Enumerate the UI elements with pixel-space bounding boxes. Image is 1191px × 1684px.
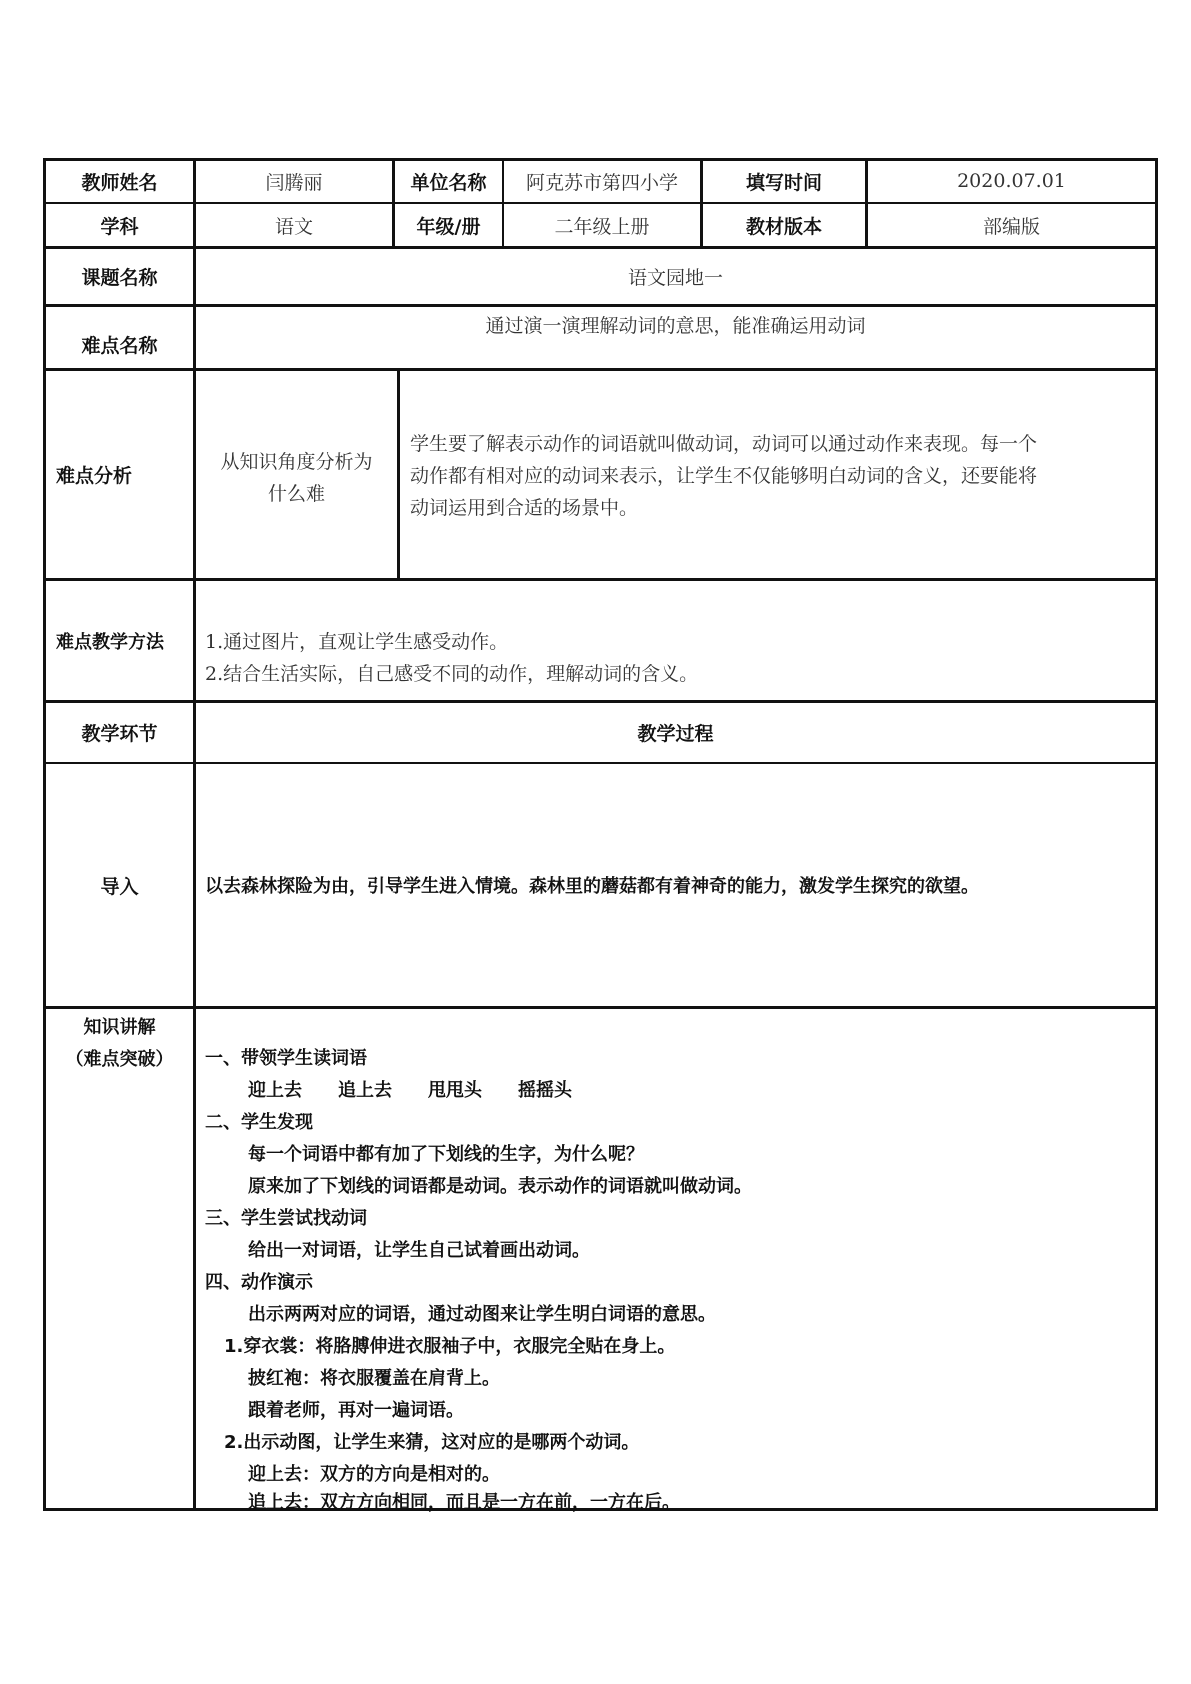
- knowledge-line: 2.出示动图，让学生来猜，这对应的是哪两个动词。: [224, 1432, 640, 1453]
- difficulty-label: 难点名称: [81, 335, 158, 357]
- unit-name-label: 单位名称: [410, 171, 487, 194]
- edition-value: 部编版: [982, 215, 1040, 238]
- topic-label: 课题名称: [81, 267, 158, 289]
- analysis-line: 学生要了解表示动作的词语就叫做动词，动词可以通过动作来表现。每一个: [410, 433, 1038, 455]
- knowledge-line: 跟着老师，再对一遍词语。: [248, 1400, 464, 1421]
- analysis-line: 动作都有相对应的动词来表示，让学生不仅能够明白动词的含义，还要能将: [410, 465, 1038, 487]
- fill-date-label: 填写时间: [745, 171, 822, 194]
- analysis-label: 难点分析: [56, 465, 133, 487]
- teacher-name-label: 教师姓名: [81, 171, 158, 194]
- column-divider: [193, 158, 196, 1511]
- analysis-sublabel-line: 什么难: [267, 483, 325, 505]
- method-text: [205, 626, 1145, 690]
- knowledge-label-line: 知识讲解: [83, 1017, 156, 1038]
- knowledge-line: 迎上去：双方的方向是相对的。: [248, 1464, 500, 1485]
- process-title: 教学过程: [637, 723, 714, 745]
- fill-date-value: 2020.07.01: [957, 170, 1066, 192]
- knowledge-line: 出示两两对应的词语，通过动图来让学生明白词语的意思。: [248, 1304, 716, 1325]
- method-line: 1.通过图片，直观让学生感受动作。: [205, 631, 509, 653]
- knowledge-line: 一、带领学生读词语: [205, 1048, 367, 1069]
- edition-label: 教材版本: [745, 215, 822, 238]
- knowledge-line: 每一个词语中都有加了下划线的生字，为什么呢？: [248, 1144, 644, 1165]
- knowledge-line: 三、学生尝试找动词: [205, 1208, 367, 1229]
- knowledge-line: 迎上去 追上去 甩甩头 摇摇头: [248, 1080, 572, 1101]
- knowledge-label: [46, 1012, 193, 1076]
- grade-value: 二年级上册: [554, 215, 650, 238]
- topic-value: 语文园地一: [627, 267, 723, 289]
- row-divider: [43, 368, 1158, 371]
- analysis-sublabel: [196, 446, 397, 516]
- subject-label: 学科: [100, 215, 139, 238]
- analysis-sublabel-line: 从知识角度分析为: [220, 451, 373, 473]
- row-divider: [43, 1006, 1158, 1009]
- row-divider: [43, 762, 1158, 764]
- subject-value: 语文: [274, 215, 313, 238]
- grade-label: 年级/册: [416, 215, 481, 238]
- knowledge-line: 原来加了下划线的词语都是动词。表示动作的词语就叫做动词。: [248, 1176, 752, 1197]
- knowledge-line: 四、动作演示: [205, 1272, 313, 1293]
- difficulty-value: 通过演一演理解动词的意思，能准确运用动词: [485, 314, 866, 337]
- knowledge-line: 披红袍：将衣服覆盖在肩背上。: [248, 1368, 500, 1389]
- column-divider: [397, 368, 400, 578]
- process-step-label: 教学环节: [81, 723, 158, 745]
- analysis-line: 动词运用到合适的场景中。: [410, 497, 639, 519]
- knowledge-line: 1.穿衣裳：将胳膊伸进衣服袖子中，衣服完全贴在身上。: [224, 1336, 676, 1357]
- table-border-right: [1155, 158, 1158, 1511]
- intro-text: 以去森林探险为由，引导学生进入情境。森林里的蘑菇都有着神奇的能力，激发学生探究的欲望。: [205, 876, 979, 897]
- analysis-text: [410, 428, 1150, 524]
- knowledge-line: 给出一对词语，让学生自己试着画出动词。: [248, 1240, 590, 1261]
- teacher-name-value: 闫腾丽: [265, 171, 323, 194]
- knowledge-label-line: （难点突破）: [65, 1049, 174, 1070]
- knowledge-line: 追上去：双方方向相同，而且是一方在前，一方在后。: [248, 1492, 680, 1513]
- method-line: 2.结合生活实际，自己感受不同的动作，理解动词的含义。: [205, 663, 699, 685]
- method-label: 难点教学方法: [56, 631, 164, 653]
- intro-label: 导入: [100, 875, 139, 898]
- row-divider: [43, 578, 1158, 581]
- knowledge-line: 二、学生发现: [205, 1112, 313, 1133]
- unit-name-value: 阿克苏市第四小学: [525, 171, 678, 194]
